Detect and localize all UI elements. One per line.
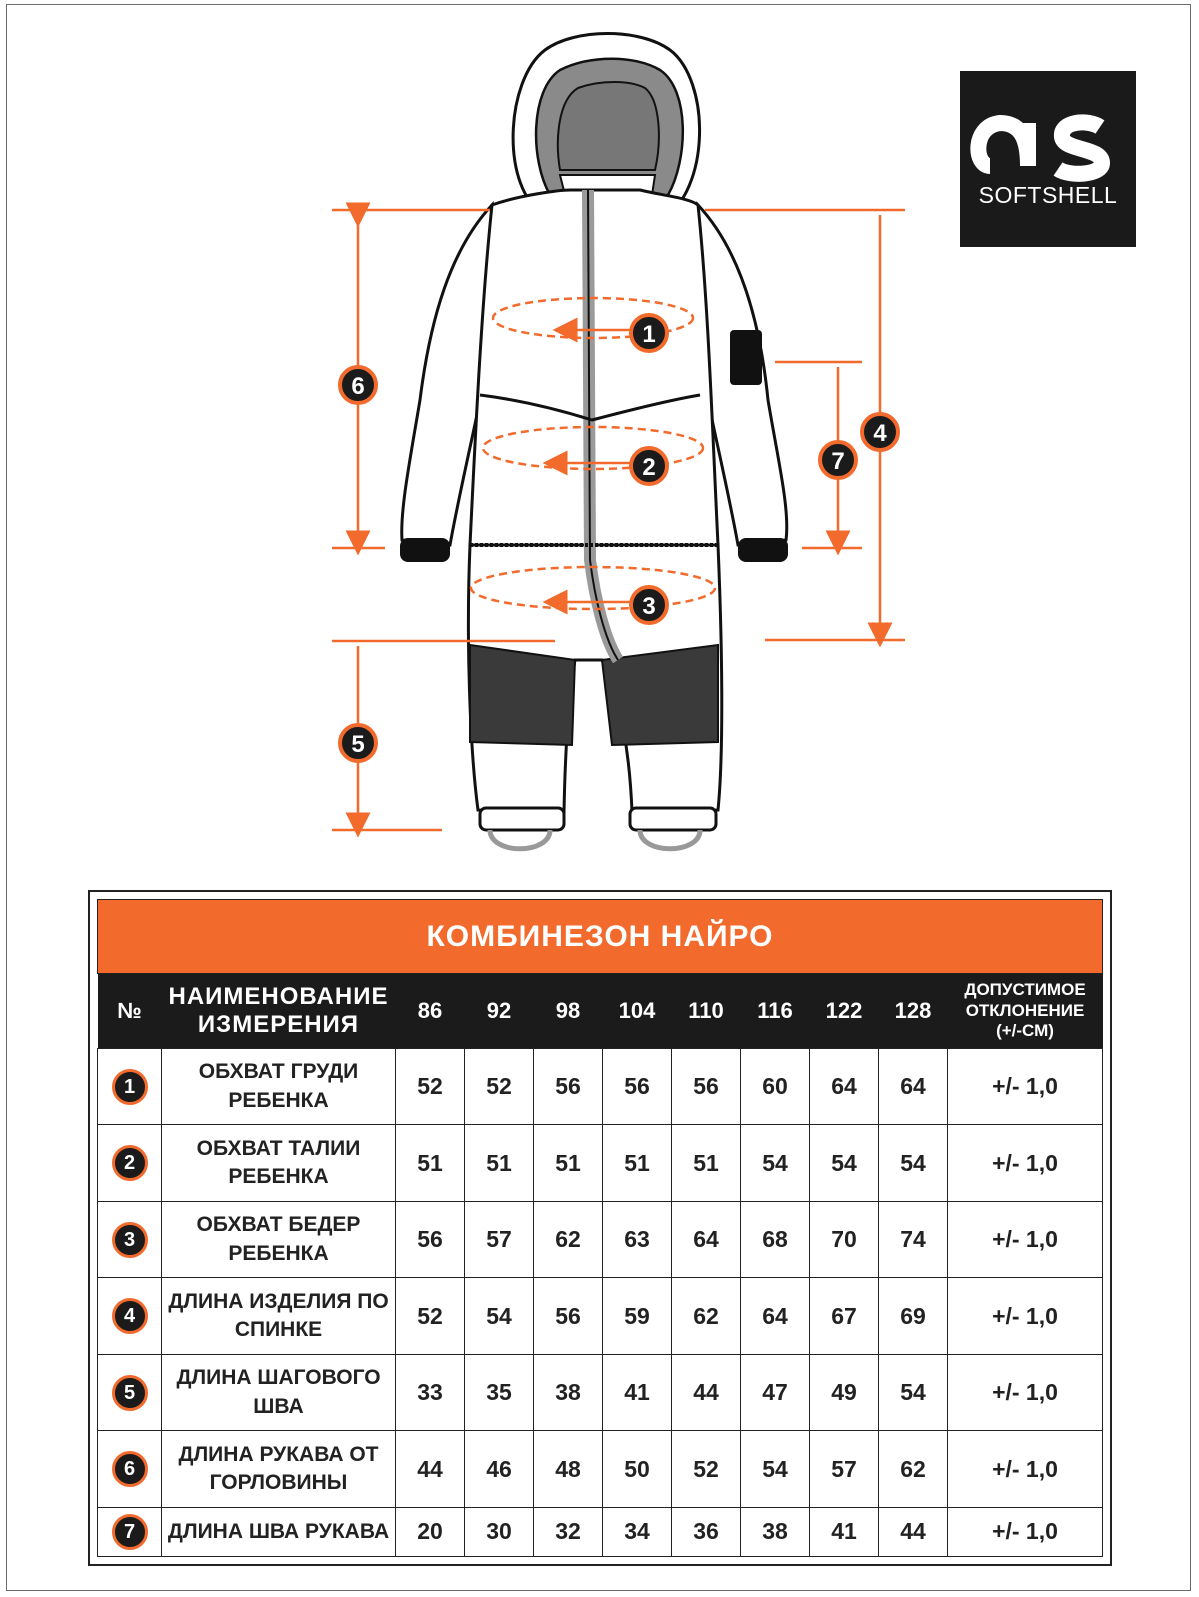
header-number: № [98, 974, 162, 1049]
size-value: 36 [672, 1507, 741, 1556]
size-value: 60 [741, 1049, 810, 1125]
size-value: 51 [534, 1125, 603, 1201]
size-value: 54 [879, 1125, 948, 1201]
row-number-badge: 3 [112, 1222, 148, 1258]
table-row [98, 1201, 1103, 1277]
measurement-name: ДЛИНА РУКАВА ОТ ГОРЛОВИНЫ [162, 1431, 396, 1507]
size-value: 51 [465, 1125, 534, 1201]
measurement-name: ДЛИНА ИЗДЕЛИЯ ПО СПИНКЕ [162, 1278, 396, 1354]
marker-7 [820, 442, 856, 478]
row-number-badge: 7 [112, 1514, 148, 1550]
table-row [98, 1278, 1103, 1354]
measurement-name: ОБХВАТ ГРУДИ РЕБЕНКА [162, 1049, 396, 1125]
header-row [98, 974, 1103, 1049]
size-value: 35 [465, 1354, 534, 1430]
tolerance-value: +/- 1,0 [948, 1507, 1103, 1556]
sleeve-patch [730, 330, 762, 385]
size-value: 38 [741, 1507, 810, 1556]
size-value: 69 [879, 1278, 948, 1354]
size-value: 44 [672, 1354, 741, 1430]
size-value: 54 [465, 1278, 534, 1354]
row-number-badge: 4 [112, 1298, 148, 1334]
size-value: 48 [534, 1431, 603, 1507]
size-value: 32 [534, 1507, 603, 1556]
table-row [98, 1431, 1103, 1507]
size-value: 64 [879, 1049, 948, 1125]
size-value: 54 [879, 1354, 948, 1430]
size-value: 68 [741, 1201, 810, 1277]
table-row [98, 1049, 1103, 1125]
size-value: 56 [396, 1201, 465, 1277]
tolerance-value: +/- 1,0 [948, 1201, 1103, 1277]
size-value: 59 [603, 1278, 672, 1354]
as-logo-mark-icon [960, 71, 1136, 191]
size-value: 57 [810, 1431, 879, 1507]
size-value: 57 [465, 1201, 534, 1277]
size-value: 56 [672, 1049, 741, 1125]
size-value: 20 [396, 1507, 465, 1556]
svg-text:3: 3 [642, 593, 656, 620]
size-value: 44 [879, 1507, 948, 1556]
marker-5 [340, 725, 376, 761]
header-size: 92 [465, 974, 534, 1049]
size-value: 41 [603, 1354, 672, 1430]
size-value: 56 [534, 1278, 603, 1354]
size-value: 52 [465, 1049, 534, 1125]
size-value: 56 [534, 1049, 603, 1125]
logo-word: SOFTSHELL [978, 182, 1118, 208]
header-size: 104 [603, 974, 672, 1049]
cuff-right [738, 538, 788, 562]
size-value: 30 [465, 1507, 534, 1556]
header-size: 98 [534, 974, 603, 1049]
svg-text:4: 4 [873, 420, 887, 447]
size-value: 64 [672, 1201, 741, 1277]
header-name: НАИМЕНОВАНИЕ ИЗМЕРЕНИЯ [162, 974, 396, 1049]
size-value: 74 [879, 1201, 948, 1277]
size-table [97, 899, 1103, 1557]
header-size: 116 [741, 974, 810, 1049]
size-value: 64 [741, 1278, 810, 1354]
row-number-badge: 1 [112, 1069, 148, 1105]
ankle-right [630, 808, 716, 830]
tolerance-value: +/- 1,0 [948, 1431, 1103, 1507]
size-value: 62 [879, 1431, 948, 1507]
measurement-name: ОБХВАТ БЕДЕР РЕБЕНКА [162, 1201, 396, 1277]
size-value: 41 [810, 1507, 879, 1556]
marker-2 [631, 448, 667, 484]
size-value: 49 [810, 1354, 879, 1430]
header-size: 128 [879, 974, 948, 1049]
table-row [98, 1354, 1103, 1430]
row-number-badge: 5 [112, 1375, 148, 1411]
cuff-left [400, 538, 450, 562]
size-value: 67 [810, 1278, 879, 1354]
header-tolerance: ДОПУСТИМОЕ ОТКЛОНЕНИЕ (+/-СМ) [948, 974, 1103, 1049]
svg-text:7: 7 [831, 448, 845, 475]
marker-4 [862, 414, 898, 450]
size-value: 46 [465, 1431, 534, 1507]
size-value: 54 [810, 1125, 879, 1201]
table-row [98, 1507, 1103, 1556]
size-value: 63 [603, 1201, 672, 1277]
svg-text:5: 5 [351, 731, 365, 758]
size-value: 51 [672, 1125, 741, 1201]
svg-text:1: 1 [642, 321, 656, 348]
knee-patch-left [470, 645, 575, 745]
size-value: 33 [396, 1354, 465, 1430]
size-value: 62 [672, 1278, 741, 1354]
tolerance-value: +/- 1,0 [948, 1354, 1103, 1430]
svg-text:2: 2 [642, 454, 656, 481]
measurement-name: ДЛИНА ШАГОВОГО ШВА [162, 1354, 396, 1430]
marker-1 [631, 315, 667, 351]
size-value: 51 [603, 1125, 672, 1201]
tolerance-value: +/- 1,0 [948, 1278, 1103, 1354]
table-row [98, 1125, 1103, 1201]
svg-text:6: 6 [351, 373, 365, 400]
tolerance-value: +/- 1,0 [948, 1125, 1103, 1201]
tolerance-value: +/- 1,0 [948, 1049, 1103, 1125]
measurement-name: ОБХВАТ ТАЛИИ РЕБЕНКА [162, 1125, 396, 1201]
size-value: 47 [741, 1354, 810, 1430]
knee-patch-right [602, 645, 718, 745]
size-value: 34 [603, 1507, 672, 1556]
header-size: 86 [396, 974, 465, 1049]
header-size: 122 [810, 974, 879, 1049]
header-size: 110 [672, 974, 741, 1049]
marker-6 [340, 367, 376, 403]
size-value: 50 [603, 1431, 672, 1507]
size-value: 56 [603, 1049, 672, 1125]
size-value: 38 [534, 1354, 603, 1430]
brand-logo [960, 71, 1136, 247]
size-value: 52 [396, 1278, 465, 1354]
size-value: 51 [396, 1125, 465, 1201]
row-number-badge: 2 [112, 1145, 148, 1181]
size-value: 70 [810, 1201, 879, 1277]
size-value: 52 [672, 1431, 741, 1507]
size-value: 62 [534, 1201, 603, 1277]
size-value: 52 [396, 1049, 465, 1125]
row-number-badge: 6 [112, 1451, 148, 1487]
size-value: 54 [741, 1431, 810, 1507]
size-value: 64 [810, 1049, 879, 1125]
ankle-left [480, 808, 564, 830]
size-value: 54 [741, 1125, 810, 1201]
size-value: 44 [396, 1431, 465, 1507]
table-title: КОМБИНЕЗОН НАЙРО [98, 900, 1103, 974]
size-table-frame [88, 890, 1112, 1566]
marker-3 [631, 587, 667, 623]
measurement-name: ДЛИНА ШВА РУКАВА [162, 1507, 396, 1556]
